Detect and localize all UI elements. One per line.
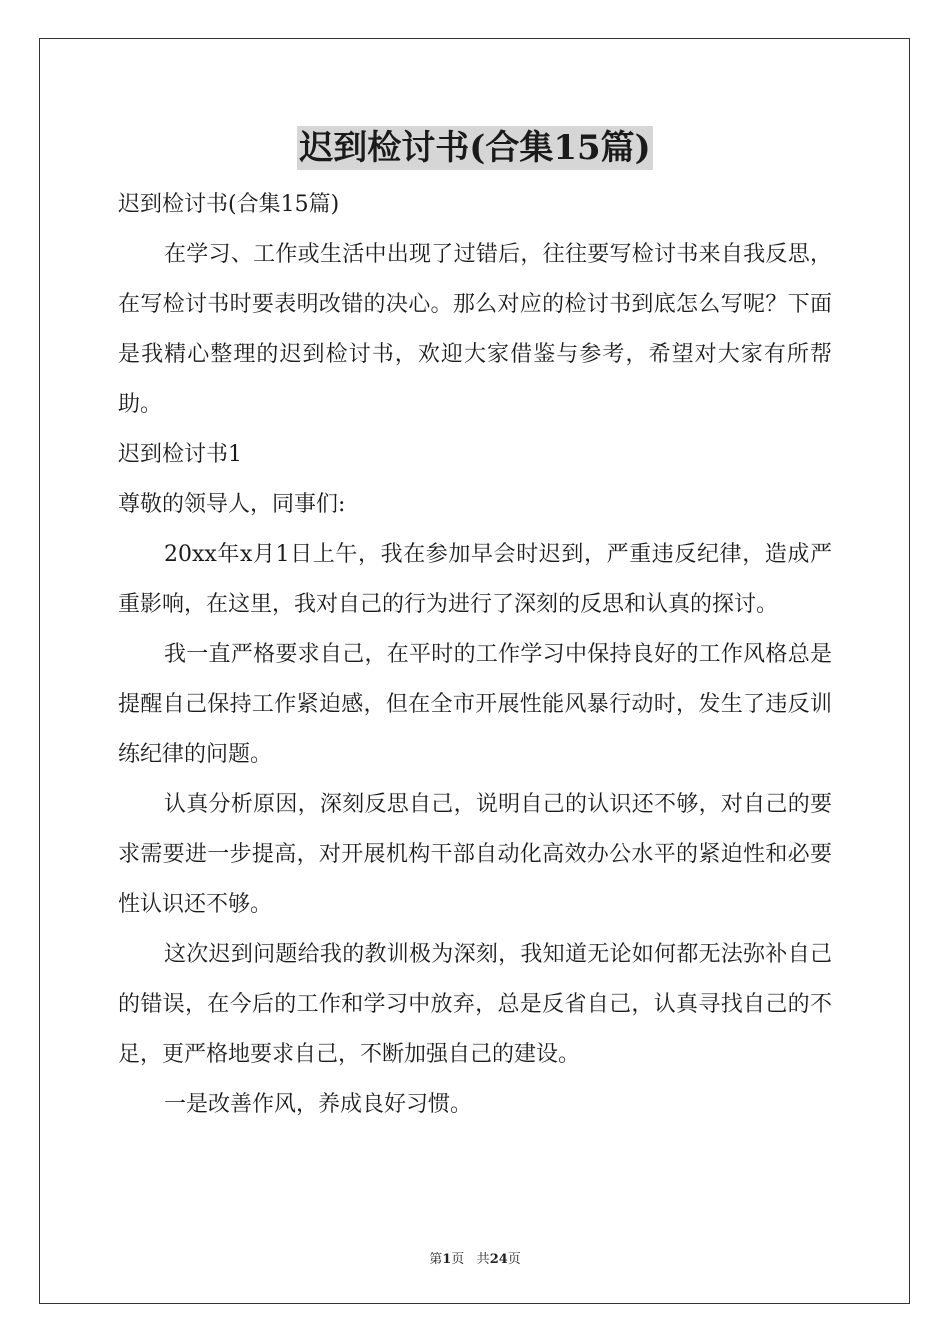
total-prefix: 共 bbox=[476, 1252, 490, 1267]
paragraph: 这次迟到问题给我的教训极为深刻，我知道无论如何都无法弥补自己的错误，在今后的工作和学习中放弃，总是反省自己，认真寻找自己的不足，更严格地要求自己，不断加强自己的建设。 bbox=[118, 942, 832, 1067]
page-footer bbox=[0, 1248, 950, 1267]
document-body bbox=[118, 180, 832, 1130]
page-number: 1 bbox=[442, 1252, 452, 1267]
page-prefix: 第 bbox=[429, 1252, 443, 1267]
salutation: 尊敬的领导人，同事们: bbox=[118, 492, 346, 517]
title-container bbox=[0, 126, 950, 170]
page-suffix: 页 bbox=[451, 1252, 465, 1267]
document-title: 迟到检讨书(合集15篇) bbox=[299, 128, 651, 168]
total-suffix: 页 bbox=[507, 1252, 521, 1267]
total-pages: 24 bbox=[489, 1252, 508, 1267]
paragraph: 20xx年x月1日上午，我在参加早会时迟到，严重违反纪律，造成严重影响，在这里，我对自己的行为进行了深刻的反思和认真的探讨。 bbox=[118, 542, 832, 617]
paragraph: 迟到检讨书(合集15篇) bbox=[118, 192, 340, 217]
paragraph: 在学习、工作或生活中出现了过错后，往往要写检讨书来自我反思，在写检讨书时要表明改错的决心。那么对应的检讨书到底怎么写呢？下面是我精心整理的迟到检讨书，欢迎大家借鉴与参考，希望对大家有所帮助。 bbox=[118, 242, 832, 417]
section-heading: 迟到检讨书1 bbox=[118, 442, 242, 467]
paragraph: 认真分析原因，深刻反思自己，说明自己的认识还不够，对自己的要求需要进一步提高，对开展机构干部自动化高效办公水平的紧迫性和必要性认识还不够。 bbox=[118, 792, 832, 917]
paragraph: 一是改善作风，养成良好习惯。 bbox=[164, 1092, 473, 1117]
paragraph: 我一直严格要求自己，在平时的工作学习中保持良好的工作风格总是提醒自己保持工作紧迫感，但在全市开展性能风暴行动时，发生了违反训练纪律的问题。 bbox=[118, 642, 832, 767]
